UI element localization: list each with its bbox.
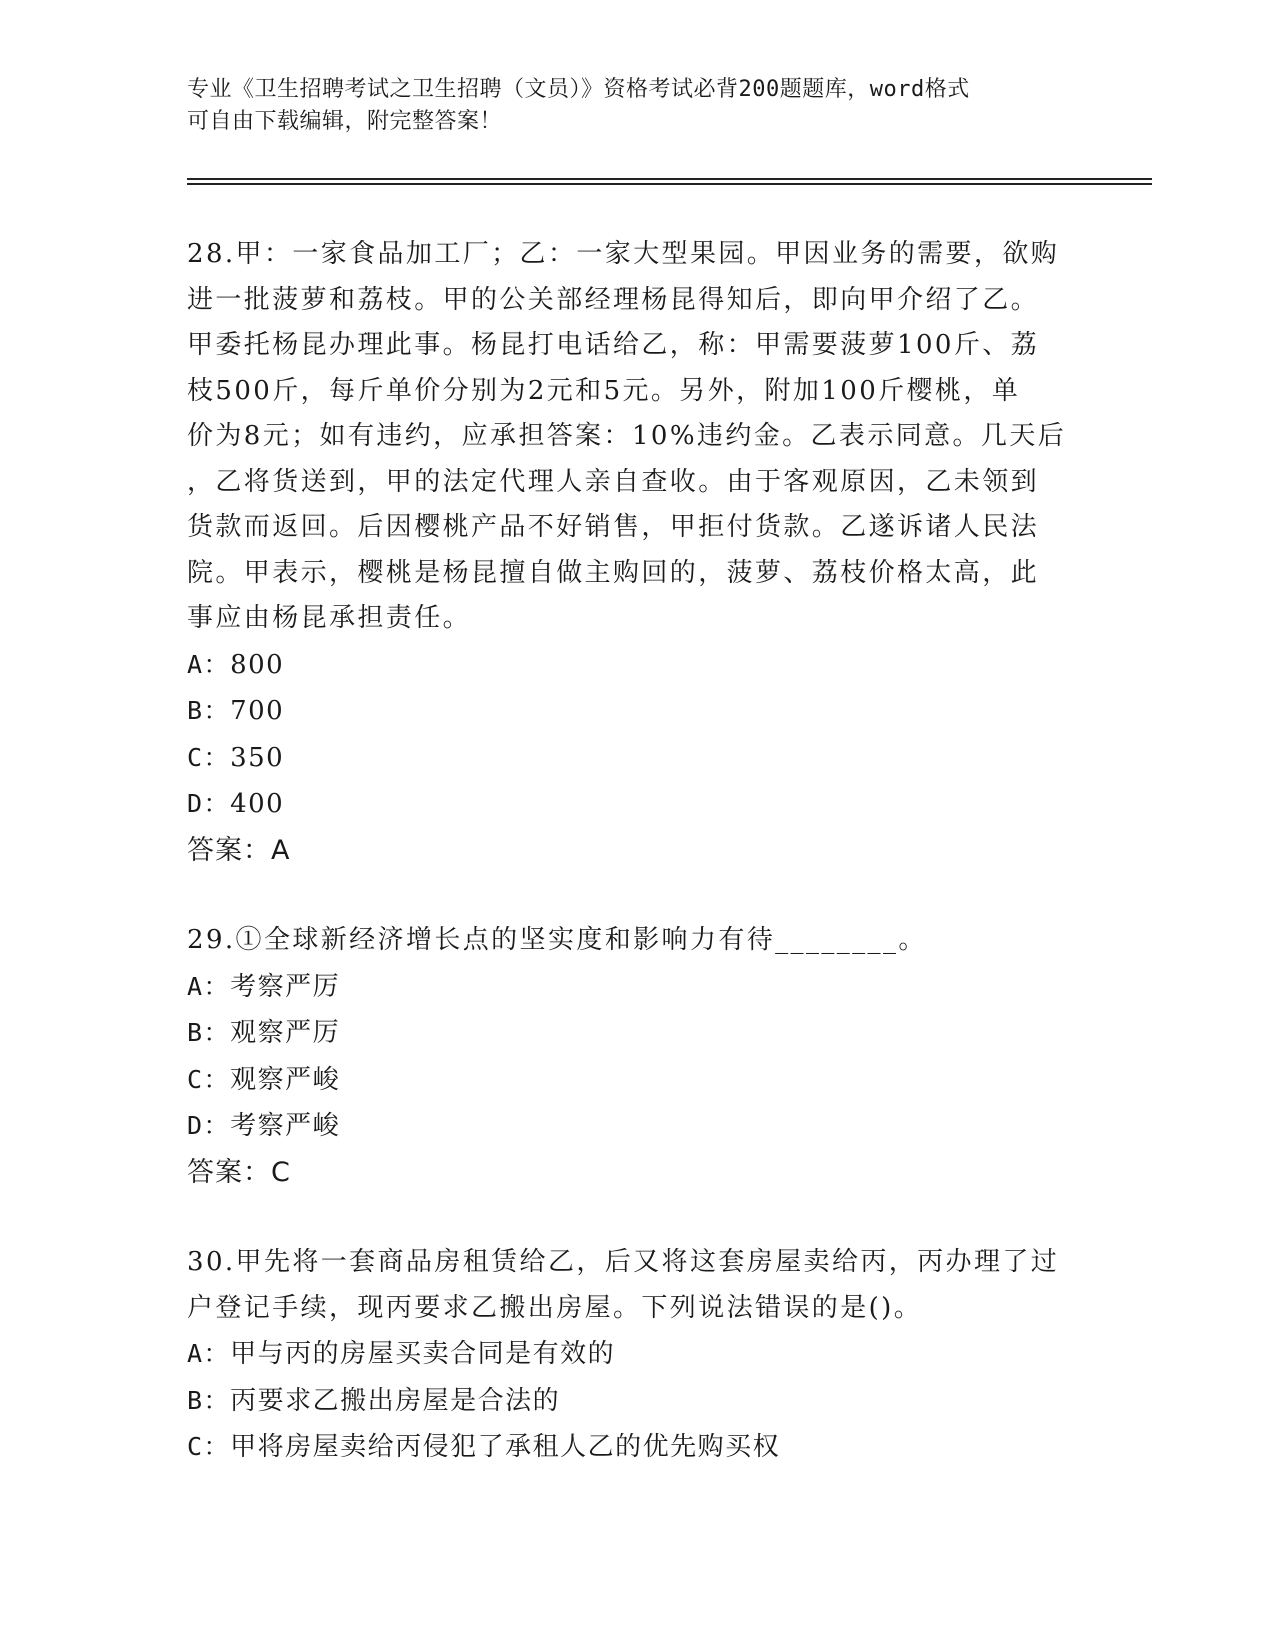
option-letter: C： — [187, 1432, 231, 1461]
option-text: 甲与丙的房屋买卖合同是有效的 — [230, 1339, 616, 1369]
option-letter: A： — [187, 1339, 231, 1368]
option-letter: A： — [187, 649, 231, 679]
question-line: ，乙将货送到，甲的法定代理人亲自查收。由于客观原因，乙未领到 — [187, 466, 1040, 497]
question-text — [187, 232, 1067, 642]
question-line: 29.①全球新经济增长点的坚实度和影响力有待________。 — [187, 925, 927, 955]
option-letter: B： — [187, 696, 231, 725]
option-d — [187, 781, 1067, 828]
question-line: 院。甲表示，樱桃是杨昆擅自做主购回的，菠萝、荔枝价格太高，此 — [187, 557, 1040, 588]
option-b — [187, 1378, 1067, 1425]
document-header — [187, 74, 1067, 138]
header-line-2: 可自由下载编辑，附完整答案！ — [187, 109, 503, 134]
option-a — [187, 1331, 1067, 1378]
option-b — [187, 1010, 1067, 1057]
header-line-1: 专业《卫生招聘考试之卫生招聘（文员）》资格考试必背200题题库，word格式 — [187, 77, 970, 102]
option-text: 400 — [230, 789, 285, 819]
option-c — [187, 735, 1067, 782]
option-text: 700 — [230, 696, 285, 726]
question-spacer — [187, 1195, 1067, 1240]
option-letter: C： — [187, 742, 231, 772]
question-text — [187, 918, 1067, 964]
header-divider-bottom — [187, 183, 1152, 185]
header-divider-top — [187, 178, 1152, 180]
question-line: 货款而返回。后因樱桃产品不好销售，甲拒付货款。乙遂诉诸人民法 — [187, 512, 1040, 542]
question-line: 户登记手续，现丙要求乙搬出房屋。下列说法错误的是()。 — [187, 1292, 923, 1323]
option-text: 800 — [230, 649, 285, 680]
question-30 — [187, 1240, 1067, 1471]
option-a — [187, 964, 1067, 1011]
question-line: 事应由杨昆承担责任。 — [187, 603, 472, 633]
question-list — [187, 232, 1067, 1471]
answer-key: 答案：C — [187, 1156, 291, 1188]
option-d — [187, 1103, 1067, 1150]
option-letter: B： — [187, 1018, 231, 1047]
option-letter: D： — [187, 789, 231, 818]
question-line: 价为8元；如有违约，应承担答案：10%违约金。乙表示同意。几天后 — [187, 421, 1067, 451]
question-line: 28.甲：一家食品加工厂；乙：一家大型果园。甲因业务的需要，欲购 — [187, 239, 1060, 269]
question-line: 进一批菠萝和荔枝。甲的公关部经理杨昆得知后，即向甲介绍了乙。 — [187, 284, 1040, 315]
option-c — [187, 1057, 1067, 1104]
option-letter: C： — [187, 1064, 231, 1094]
option-text: 观察严厉 — [230, 1018, 341, 1048]
question-28 — [187, 232, 1067, 873]
option-letter: A： — [187, 971, 231, 1001]
question-text — [187, 1240, 1067, 1331]
question-line: 30.甲先将一套商品房租赁给乙，后又将这套房屋卖给丙，丙办理了过 — [187, 1247, 1060, 1277]
option-text: 甲将房屋卖给丙侵犯了承租人乙的优先购买权 — [230, 1432, 781, 1462]
option-letter: B： — [187, 1385, 231, 1415]
answer-key: 答案：A — [187, 834, 291, 866]
option-text: 丙要求乙搬出房屋是合法的 — [230, 1385, 561, 1416]
option-text: 观察严峻 — [230, 1064, 341, 1095]
option-text: 考察严峻 — [230, 1111, 341, 1141]
question-spacer — [187, 873, 1067, 918]
option-c — [187, 1424, 1067, 1471]
option-text: 350 — [230, 742, 285, 773]
question-line: 枝500斤，每斤单价分别为2元和5元。另外，附加100斤樱桃，单 — [187, 375, 1021, 406]
option-text: 考察严厉 — [230, 971, 341, 1002]
question-line: 甲委托杨昆办理此事。杨昆打电话给乙，称：甲需要菠萝100斤、荔 — [187, 330, 1040, 360]
option-letter: D： — [187, 1111, 231, 1140]
question-29 — [187, 918, 1067, 1195]
option-a — [187, 642, 1067, 689]
option-b — [187, 688, 1067, 735]
